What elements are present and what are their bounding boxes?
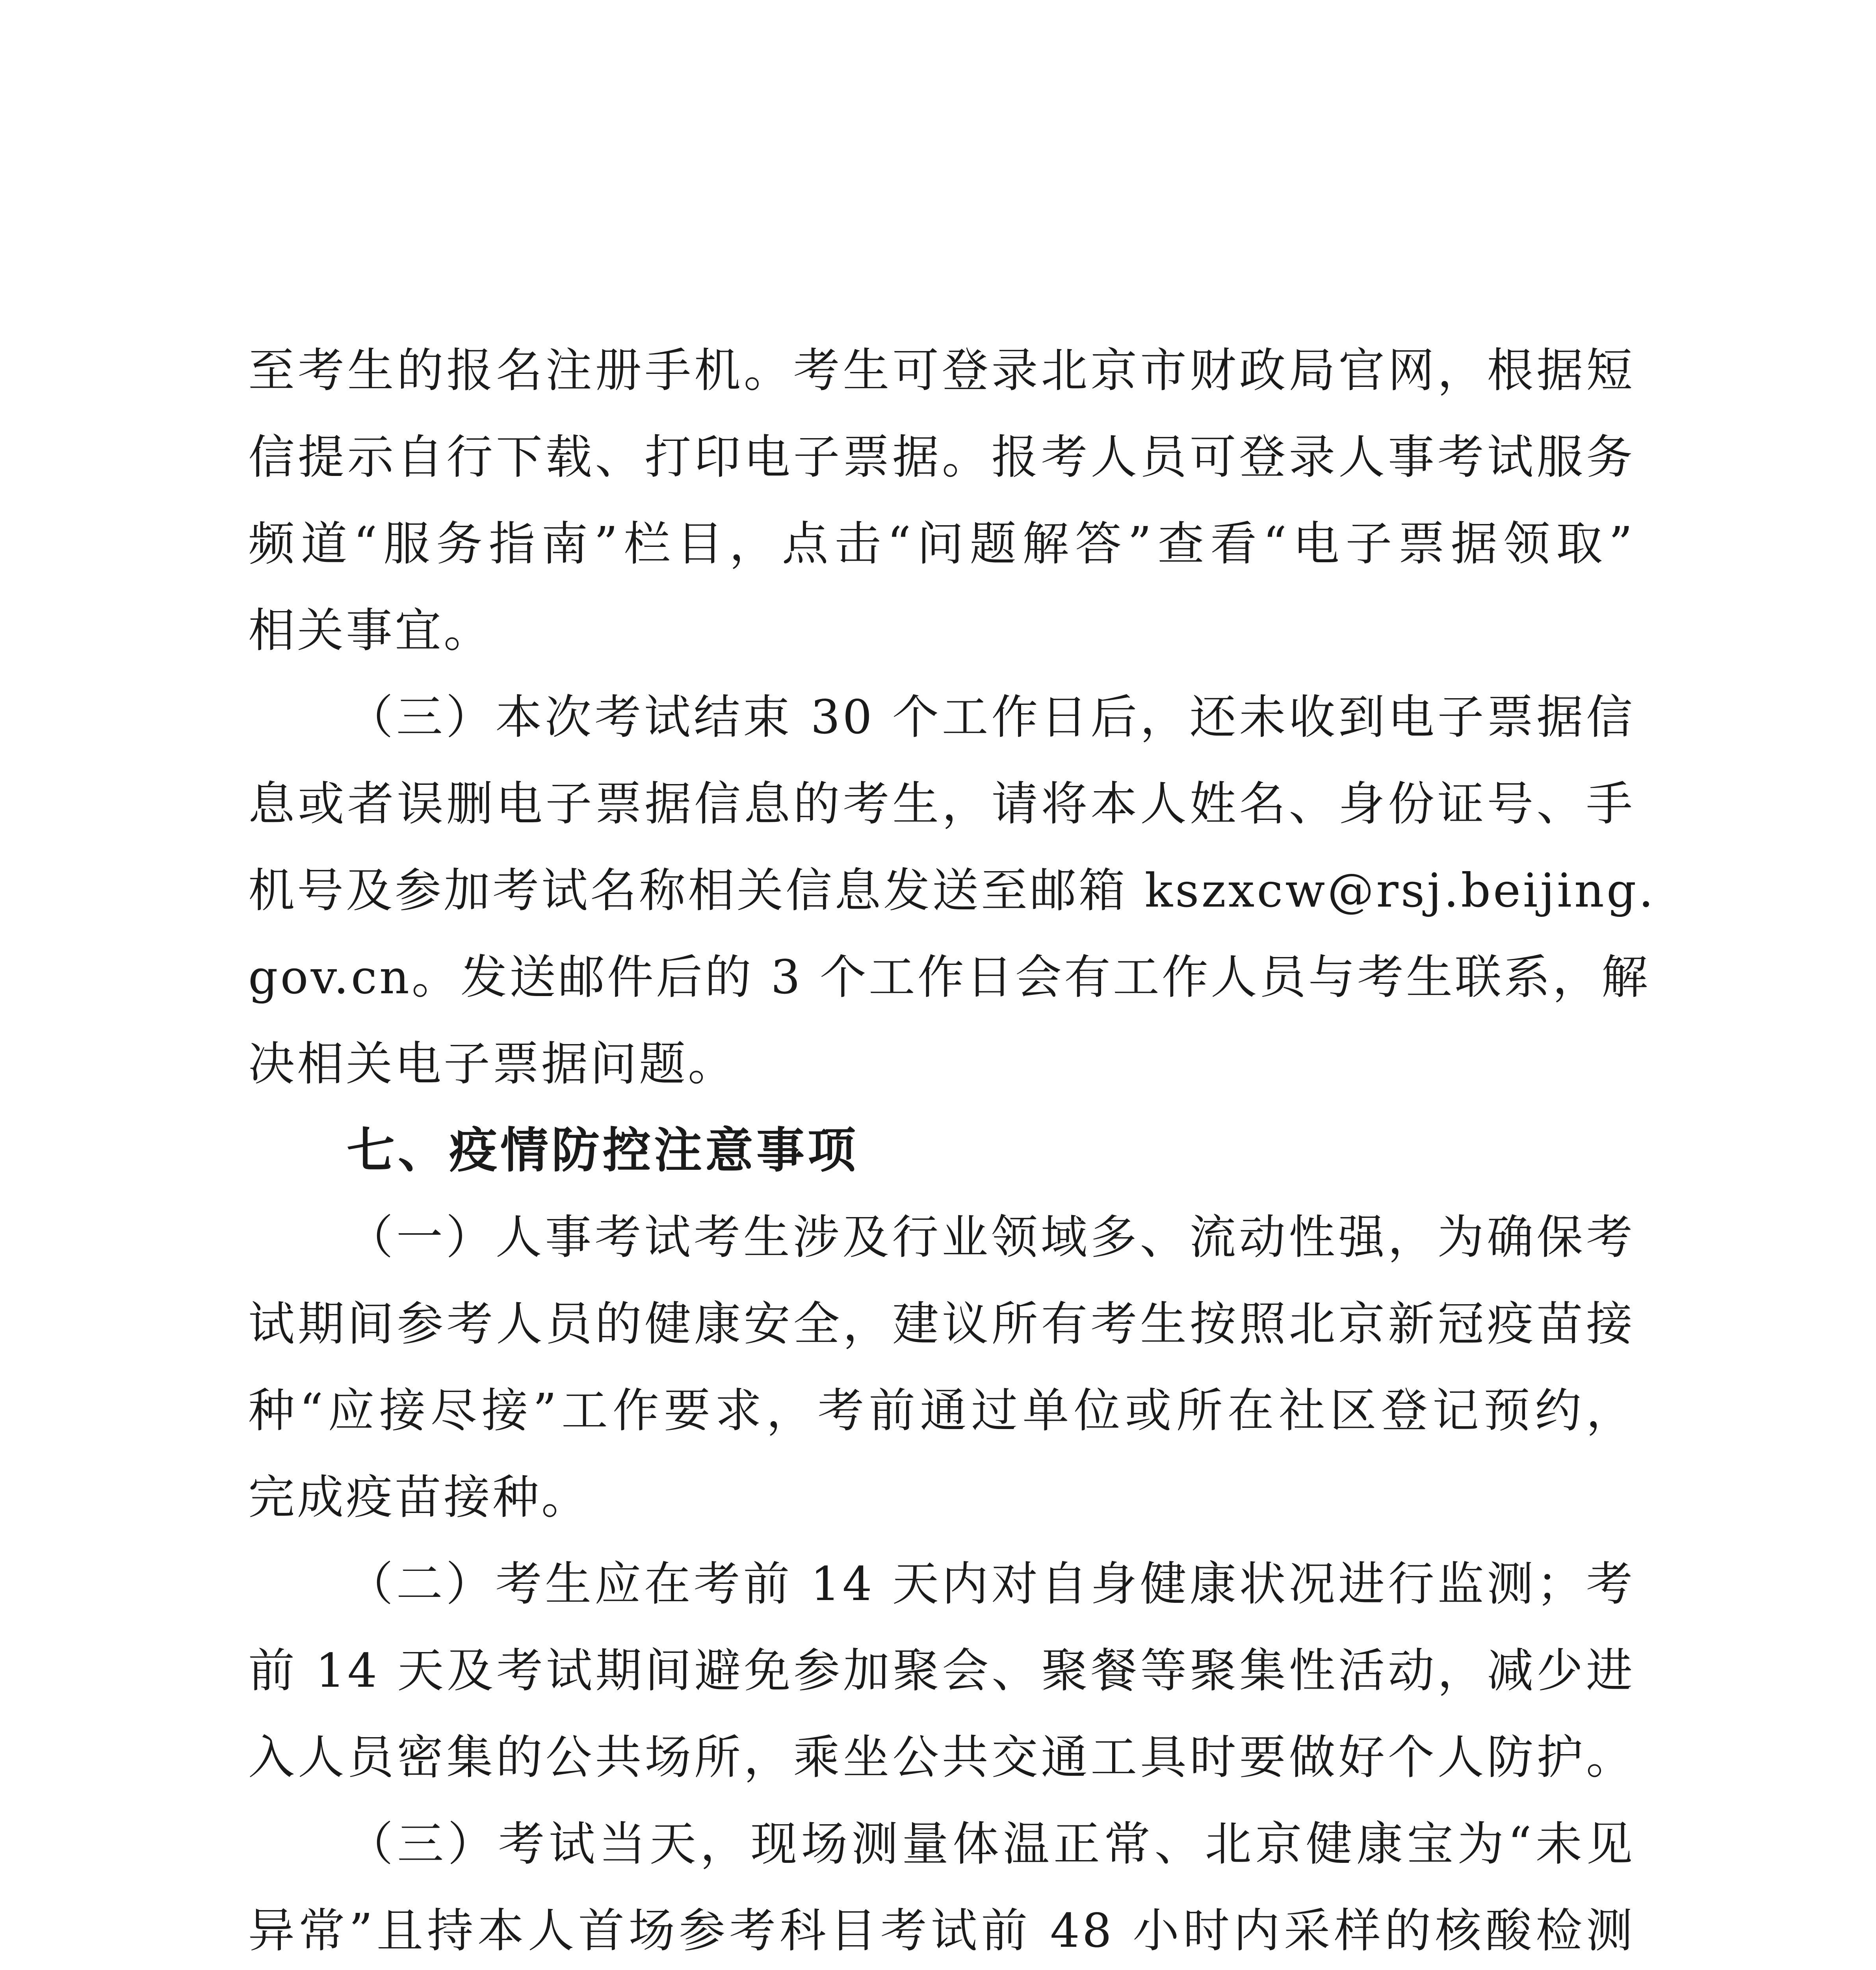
paragraph-1-line-4: 相关事宜。: [248, 603, 493, 658]
paragraph-3-line-3: 种“应接尽接”工作要求，考前通过单位或所在社区登记预约，: [248, 1383, 1635, 1438]
paragraph-1-line-2: 信提示自行下载、打印电子票据。报考人员可登录人事考试服务: [248, 430, 1635, 484]
paragraph-3-line-4: 完成疫苗接种。: [248, 1470, 591, 1524]
paragraph-4-line-1: （二）考生应在考前 14 天内对自身健康状况进行监测；考: [347, 1557, 1635, 1611]
paragraph-5-line-2: 异常”且持本人首场参考科目考试前 48 小时内采样的核酸检测: [248, 1903, 1635, 1958]
paragraph-1-line-1: 至考生的报名注册手机。考生可登录北京市财政局官网，根据短: [248, 343, 1635, 398]
paragraph-2-line-1: （三）本次考试结束 30 个工作日后，还未收到电子票据信: [347, 690, 1635, 744]
paragraph-3-line-1: （一）人事考试考生涉及行业领域多、流动性强，为确保考: [347, 1210, 1635, 1264]
paragraph-1-line-3: 频道“服务指南”栏目，点击“问题解答”查看“电子票据领取”: [248, 517, 1635, 571]
paragraph-4-line-3: 入人员密集的公共场所，乘坐公共交通工具时要做好个人防护。: [248, 1730, 1635, 1784]
paragraph-2-line-2: 息或者误删电子票据信息的考生，请将本人姓名、身份证号、手: [248, 777, 1635, 831]
paragraph-4-line-2: 前 14 天及考试期间避免参加聚会、聚餐等聚集性活动，减少进: [248, 1643, 1635, 1698]
section-heading: 七、疫情防控注意事项: [347, 1123, 859, 1178]
paragraph-3-line-2: 试期间参考人员的健康安全，建议所有考生按照北京新冠疫苗接: [248, 1297, 1635, 1351]
paragraph-5-line-1: （三）考试当天，现场测量体温正常、北京健康宝为“未见: [347, 1817, 1635, 1871]
paragraph-2-line-5: 决相关电子票据问题。: [248, 1037, 737, 1091]
paragraph-2-line-4: gov.cn。发送邮件后的 3 个工作日会有工作人员与考生联系，解: [248, 950, 1650, 1004]
paragraph-2-line-3: 机号及参加考试名称相关信息发送至邮箱 kszxcw@rsj.beijing.: [248, 863, 1656, 918]
